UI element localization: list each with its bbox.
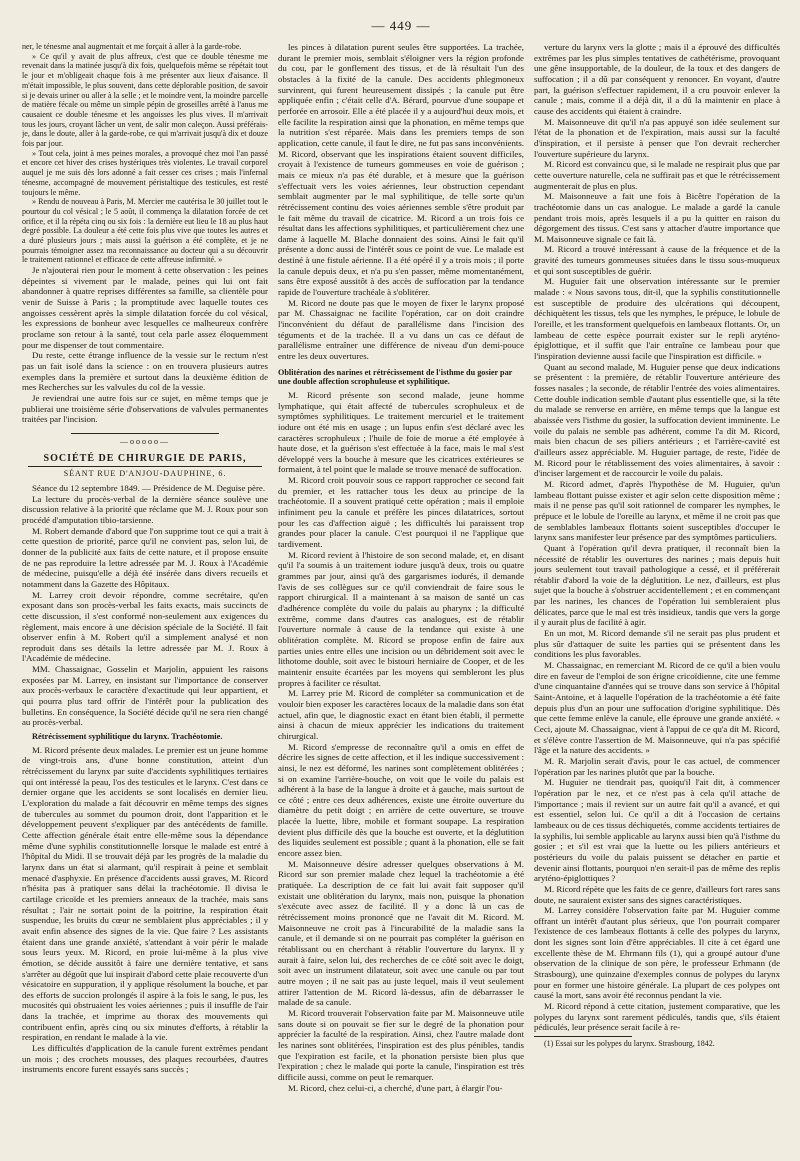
paragraph: M. Maisonneuve a fait une fois à Bicêtre l'opération de la trachéotomie dans un cas analogue. Le malade a gardé la canule pendant trois mois, après lesquels il a pu la quitter en raison du dégorgement des tissus. C'est sans y attacher d'autre importance que M. Maisonneuve signale ce fait là. <box>534 191 780 244</box>
paragraph: M. Ricord, chez celui-ci, a cherché, d'une part, à élargir l'ou- <box>288 1082 503 1093</box>
separator <box>22 433 268 448</box>
paragraph: Je n'ajouterai rien pour le moment à cette observation : les peines dépeintes si vivement par le malade, peines qui lui ont fait abandonner à quatre reprises différentes sa famille, sa clientèle pour venir de Suisse à Paris ; la promptitude avec laquelle toutes ces angoisses cessèrent après la simple dilatation forcée du col vésical, les expressions de bonheur avec lesquelles ce malheureux confrère proclame son retour à la santé, tout cela parle assez éloquemment pour me dispenser de tout commentaire. <box>22 265 268 350</box>
quoted-paragraph: » Ce qu'il y avait de plus affreux, c'est que ce double ténesme me revenait dans la matinée jusqu'à dix fois, quelquefois même se répétait tout le jour et m'obligeait chaque fois à me présenter aux lieux d'aisance. Il m'était impossible, le plus souvent, dans cette déplorable position, de savoir si je devais uriner ou aller à la selle ; et le moindre vent, la moindre parcelle de matière fécale ou même un simple pépin de groseilles arrêté à l'anus me causaient ce double ténesme et les angoisses les plus vives. Il m'arrivait tous les jours, croyant lâcher un vent, de salir mon caleçon. Aussi préférais-je, dans le doute, aller à la garde-robe, ce qui m'arrivait jusqu'à dix et douze fois par jour. <box>22 51 268 149</box>
paragraph: M. Ricord a trouvé intéressant à cause de la fréquence et de la gravité des tumeurs gommeuses situées dans le tissu sous-muqueux et qui sont susceptibles de guérir. <box>534 244 780 276</box>
separator-rule <box>71 433 219 434</box>
paragraph: M. Ricord admet, d'après l'hypothèse de M. Huguier, qu'un lambeau flottant puisse exister et agir selon cette disposition même ; mais il ne pense pas qu'il soit rationnel de comparer les nymphes, le prépuce et le lobule de l'oreille au larynx, et même il ne croit pas que de semblables lambeaux flottants soient susceptibles d'occuper le larynx sans manifester leur présence par des symptômes particuliers. <box>534 478 780 543</box>
page-number: — 449 — <box>371 18 431 33</box>
paragraph: Je reviendrai une autre fois sur ce sujet, en même temps que je publierai une troisième série d'observations de valvules permanentes traitées par l'incision. <box>22 393 268 425</box>
paragraph: M. Ricord est convaincu que, si le malade ne respirait plus que par cette ouverture naturelle, cela ne suffirait pas et que le rétrécissement augmenterait de plus en plus. <box>534 159 780 191</box>
paragraph: M. Ricord présente deux malades. Le premier est un jeune homme de vingt-trois ans, d'une bonne constitution, atteint d'un rétrécissement du larynx par suite d'accidents syphilitiques tertiaires qui ont intéressé la peau, l'os des testicules et le larynx. C'est dans ce dernier organe que les accidents se sont localisés en dernier lieu. L'exploration du malade a fait découvrir en même temps des signes de tubercules au sommet du poumon droit, dont l'apparition et le développement peuvent s'expliquer par des antécédents de famille. Cette affection générale était entre elle-même sous la dépendance même d'une syphilis constitutionnelle lorsque le malade est entré à l'hôpital du Midi. Il se trouvait déjà par les progrès de la maladie du larynx dans un état si alarmant, qu'il respirait à peine et semblait menacé d'asphyxie. En présence d'accidents aussi graves, M. Ricord n'hésita pas à pratiquer sans délai la trachéotomie. Il divisa le cartilage cricoïde et les premiers anneaux de la trachée, mais sans résultat ; l'air ne sortait point de la poitrine, la respiration était suspendue, les bruits du cœur ne semblaient plus appréciables ; il y avait enfin absence des signes de la vie. Que faire ? Les assistants étaient dans une grande anxiété, s'attendant à voir périr le malade sous leurs yeux. M. Ricord, en proie lui-même à la plus vive émotion, se décide aussitôt à faire une dernière tentative, et sans s'arrêter au dégoût que lui inspirait d'abord cette plaie recouverte d'un vésicatoire en suppuration, il y applique résolument la bouche, et par des efforts de succion prolongés il aspire à la fois le sang, le pus, les mucosités qui obstruaient les voies aériennes ; puis il insuffle de l'air dans la trachée, et imprime au thorax des mouvements qui contribuent enfin, après cinq ou six minutes d'efforts, à rétablir la respiration, en rendant le malade à la vie. <box>22 744 268 1043</box>
paragraph: M. Chassaignac, en remerciant M. Ricord de ce qu'il a bien voulu dire en faveur de l'emploi de son érigne cricoïdienne, cite une femme d'une cinquantaine d'années qui se trouve dans son service à l'hôpital Saint-Antoine, et à laquelle l'opération de la trachéotomie a été faite depuis plus d'un an pour une suffocation d'origine syphilitique. Dès que cette femme enlève la canule, elle éprouve une grande anxiété. « Ceci, ajoute M. Chassaignac, vient à l'appui de ce qu'a dit M. Ricord, et s'élève contre l'assertion de M. Maisonneuve, qui n'a pas spécifié l'âge et la nature des accidents. » <box>534 660 780 756</box>
paragraph: M. Robert demande d'abord que l'on supprime tout ce qui a trait à cette question de priorité, parce qu'il ne convient pas, selon lui, de donner de la publicité aux faits de cette nature, et il propose ensuite de ne pas reproduire la lettre adressée par M. J. Roux à l'Académie de médecine, puisqu'elle a déjà été insérée dans divers recueils et notamment dans la Gazette des Hôpitaux. <box>22 525 268 589</box>
section-heading: Rétrécissement syphilitique du larynx. Trachéotomie. <box>32 732 223 742</box>
paragraph: Quant au second malade, M. Huguier pense que deux indications se présentent : la première, de rétablir l'ouverture antérieure des fosses nasales ; la seconde, de rétablir l'entrée des voies alimentaires. Cette double indication semble d'autant plus essentielle que, si la tête du malade se renverse en arrière, en même temps que la langue est abaissée vers l'isthme du gosier, la suffocation devient imminente. Le voile du palais ne semble pas adhérent, comme l'a dit M. Ricord, mais bien chacun de ses piliers antérieurs ; et l'arrière-cavité est d'ailleurs assez appréciable. M. Huguier partage, de reste, l'idée de M. Ricord pour le rétablissement des voies alimentaires, à savoir : d'inciser largement et de raccourcir le voile du palais. <box>534 361 780 479</box>
title-rule <box>28 466 262 467</box>
paragraph: Du reste, cette étrange influence de la vessie sur le rectum n'est pas un fait isolé dans la science : on en trouvera plusieurs autres exemples dans la première et surtout dans la deuxième édition de mes Recherches sur les valvules du col de la vessie. <box>22 350 268 393</box>
paragraph: M. Maisonneuve désire adresser quelques observations à M. Ricord sur son premier malade chez lequel la trachéotomie a été pratiquée. La description de ce fait lui avait fait supposer qu'il existait une oblitération du larynx, mais non, puisque la phonation s'exécute avec assez de facilité. Il y a donc là un cas de rétrécissement moins prononcé que ne l'avait dit M. Ricord. M. Maisonneuve ne croit pas à l'incurabilité de la maladie sans la canule, et il demande si on ne pourrait pas compléter la guérison en rétablissant ou en cherchant à rétablir l'ouverture du larynx. Il y aurait à faire, selon lui, des recherches de ce côté soit avec le doigt, soit avec un instrument dilatateur, soit avec une canule ou par tout autre moyen ; il ne sait pas au juste lequel, mais il veut seulement attirer l'attention de M. Ricord là-dessus, afin de débarrasser le malade de sa canule. <box>278 858 524 1008</box>
paragraph: M. R. Marjolin serait d'avis, pour le cas actuel, de commencer l'opération par les narines plutôt que par la bouche. <box>534 755 780 777</box>
paragraph: M. Ricord s'empresse de reconnaître qu'il a omis en effet de décrire les signes de cette affection, et il les indique successivement : ainsi, le nez est déformé, les narines sont complètement oblitérées ; si on examine l'arrière-bouche, on voit que le voile du palais est adhérent à la base de la langue à droite et à gauche, mais surtout de ce côté ; entre ces deux adhérences, existe une étroite ouverture du diamètre du petit doigt ; en arrière de cette ouverture, se trouve placée la luette, libre, mobile et formant soupape. La respiration devient plus difficile dès que la bouche est ouverte, et la déglutition des liquides seulement est possible ; quant à la phonation, elle se fait encore assez bien. <box>278 741 524 859</box>
column-3 <box>534 42 780 1158</box>
paragraph: M. Ricord répond à cette citation, justement comparative, que les polypes du larynx sont rarement pédiculés, tandis que, s'ils étaient pédiculés, leur présence serait facile à re- <box>534 1001 780 1033</box>
paragraph: Quant à l'opération qu'il devra pratiquer, il reconnaît bien la nécessité de rétablir les ouvertures des narines ; mais depuis huit jours seulement tout travail pathologique a cessé, et il préférerait rétablir d'abord la voie de la déglutition. Le nez, d'ailleurs, est plus sujet que la bouche à s'obstruer accidentellement ; et en commençant par les narines, les chances de l'opération lui sembleraient plus délicates, parce que le mal est très insidieux, tandis que vers la gorge il y aurait plus de facilité à agir. <box>534 542 780 628</box>
paragraph: Les difficultés d'application de la canule furent extrêmes pendant un mois ; des crochets mousses, des plaques recourbées, d'autres instruments encore furent essayés sans succès ; <box>22 1043 268 1075</box>
society-title: SOCIÉTÉ DE CHIRURGIE DE PARIS, <box>43 452 247 464</box>
paragraph: MM. Chassaignac, Gosselin et Marjolin, appuient les raisons exposées par M. Larrey, en insistant sur l'importance de conserver aux procès-verbaux le caractère d'exactitude qui leur appartient, et qui pourra plus tard offrir de l'intérêt pour la publication des bulletins. En conséquence, la Société décide qu'il ne sera rien changé au procès-verbal. <box>22 664 268 728</box>
separator-ornament: —ooooo— <box>120 437 170 447</box>
paragraph: M. Maisonneuve dit qu'il n'a pas appuyé son idée seulement sur l'état de la phonation et de l'expiration, mais aussi sur la faculté d'inspiration, et il persiste à penser que l'on devrait rechercher l'ouverture supérieure du larynx. <box>534 116 780 159</box>
paragraph: M. Huguier fait une observation intéressante sur le premier malade : « Nous savons tous, dit-il, que la syphilis constitutionnelle est susceptible de produire des ulcérations qui découpent, déchiquètent les tissus, tels que les nymphes, le prépuce, le lobule de l'oreille, et les transforment quelquefois en lambeaux flottants. Or, un lambeau de cette espèce pourrait exister sur le repli aryténo-épiglottique, et il suffit que l'air entraîne ce lambeau pour que l'inspiration devienne aussi facile que l'inspiration est difficile. » <box>534 276 780 362</box>
quoted-paragraph: ner, le ténesme anal augmentait et me forçait à aller à la garde-robe. <box>22 42 242 51</box>
paragraph: M. Ricord ne doute pas que le moyen de fixer le larynx proposé par M. Chassaignac ne facilite l'opération, car on doit craindre l'inconvénient du défaut de parallélisme dans l'incision des téguments et de la trachée. Il a vu dans un cas ce défaut de parallélisme entraîner une différence de niveau d'un demi-pouce entre les deux ouvertures. <box>278 297 524 362</box>
paragraph: En un mot, M. Ricord demande s'il ne serait pas plus prudent et plus sûr d'attaquer de suite les parties qui se présentent dans les conditions les plus favorables. <box>534 628 780 660</box>
paragraph: M. Larrey prie M. Ricord de compléter sa communication et de vouloir bien exposer les caractères locaux de la maladie dans son état actuel, afin que, le diagnostic exact en étant bien établi, il permette ainsi à chacun de mieux apprécier les indications du traitement chirurgical. <box>278 688 524 741</box>
paragraph: verture du larynx vers la glotte ; mais il a éprouvé des difficultés extrêmes par les plus simples tentatives de cathétérisme, provoquant une gêne insupportable, de la douleur, de la toux et des dangers de suffocation ; il a dû par conséquent y renoncer. En voyant, d'autre part, la guérison s'effectuer rapidement, il a cru pouvoir enlever la canule ; mais, comme il a déjà dit, il a dû la maintenir en place à cause des accidents qui étaient à craindre. <box>534 42 780 116</box>
paragraph: M. Larrey considère l'observation faite par M. Huguier comme offrant un intérêt d'autant plus sérieux, que l'on pourrait comparer l'existence de ces lambeaux flottants à celle des polypes du larynx, dont les signes sont loin d'être appréciables. Il cite à cet égard une excellente thèse de M. Ehrmann fils (1), qui a groupé autour d'une observation de la clinique de son père, le professeur Erhmann (de Strasbourg), une quinzaine d'exemples connus de polypes du larynx pour en former une histoire générale. La plupart de ces polypes ont causé la mort, sans avoir été reconnus pendant la vie. <box>534 905 780 1001</box>
paragraph: M. Ricord revient à l'histoire de son second malade, et, en disant qu'il l'a soumis à un traitement iodure jusqu'à deux, trois ou quatre grammes par jour, ainsi qu'à des gargarismes iodurés, il demande l'avis de ses collègues sur ce qu'il conviendrait de faire sous le rapport chirurgical. Il a maintenant à sa maison de santé un cas d'adhérence complète du voile du palais au pharynx ; la difficulté extrême, comme dans d'autres cas analogues, est de rétablir l'ouverture normale à cause de la tendance qui existe à une oblitération complète. M. Ricord se propose enfin de faire aux parties unies entre elles une incision ou un débridement soit avec le lithotome double, soit avec le bistouri herniaire de Cooper, et de les maintenir ensuite écartées par les moyens qui sembleront les plus propres à faciliter ce résultat. <box>278 549 524 688</box>
seance-line: Séance du 12 septembre 1849. — Présidence de M. Deguise père. <box>32 482 266 493</box>
paragraph: M. Ricord répète que les faits de ce genre, d'ailleurs fort rares sans doute, ne sauraient exister sans des signes caractéristiques. <box>534 883 780 905</box>
section-heading: Oblitération des narines et rétrécissement de l'isthme du gosier par une double affection scrophuleuse et syphilitique. <box>278 367 513 387</box>
quoted-paragraph: » Rendu de nouveau à Paris, M. Mercier me cautérisa le 30 juillet tout le pourtour du col vésical ; le 5 août, il commença la dilatation forcée de cet orifice, et il la répéta cinq ou six fois : la dernière eut lieu le 18 au plus haut degré possible. La douleur a été cette fois plus vive que toutes les autres et a duré plusieurs jours ; mais aussi la guérison a été complète, et je ne pourrais témoigner assez ma reconnaissance au docteur qui a su découvrir le traitement rationnel et efficace de cette affreuse infirmité. » <box>22 197 268 265</box>
footnote: (1) Essai sur les polypes du larynx. Strasbourg, 1842. <box>544 1039 715 1049</box>
paragraph: La lecture du procès-verbal de la dernière séance soulève une discussion relative à la priorité que réclame que M. J. Roux pour son procédé d'amputation tibio-tarsienne. <box>22 493 268 525</box>
paragraph: M. Ricord trouverait l'observation faite par M. Maisonneuve utile sans doute si on pouvait se fier sur le degré de la phonation pour apprécier la faculté de la respiration. Ainsi, chez l'autre malade dont les narines sont oblitérées, l'inspiration est des plus pénibles, tandis que l'expiration est facile, et la phonation persiste bien plus que l'expiration ; chez le malade qui porte la canule, l'inspiration est très difficile aussi, comme on peut le remarquer. <box>278 1007 524 1082</box>
paragraph: M. Larrey croit devoir répondre, comme secrétaire, qu'en exposant dans son procès-verbal les faits exacts, mais succincts de cette discussion, il s'est conformé non-seulement aux exigences du règlement, mais encore à une décision spéciale de la Société. Il fait observer enfin à M. Robert qu'il a simplement analysé et non reproduit dans ses détails la lettre adressée par M. J. Roux à l'Académie de médecine. <box>22 589 268 664</box>
column-2 <box>278 42 524 1158</box>
paragraph: les pinces à dilatation purent seules être supportées. La trachée, durant le premier mois, semblait s'éloigner vers la région profonde du cou, par le gonflement des tissus, et de là résultait l'un des obstacles à la fixité de la canule. Des accidents phlegmoneux survinrent, qui furent heureusement dissipés ; la canule put être appliquée enfin ; c'était celle d'A. Bérard, pourvue d'une soupape et perforée en arrosoir. Elle a été placée il y a aujourd'hui deux mois, et elle facilite la respiration ainsi que la phonation, en même temps que la nutrition s'est réparée. Mais dans les premiers temps de son application, cette canule, il faut le dire, ne fut pas sans inconvénients. M. Ricord, observant que les inspirations étaient souvent difficiles, croyait à l'existence de tumeurs gommeuses en voie de guérison ; mais ce mieux n'a pas été durable, et à mesure que la guérison s'effectuait vers les voies aériennes, leur obstruction cependant semblait augmenter par le mal syphilitique, de telle sorte qu'un rétrécissement continu des voies aériennes semble s'être produit par le fait même du travail de cicatrice. M. Ricord a un trois fois ce résultat dans les affections syphilitiques, et particulièrement chez une dame à laquelle M. Blache donnaient des soins. Ainsi le fait qu'il présente a donc aussi de l'intérêt sous ce point de vue. Le malade est destiné à une fistule aérienne. Il a été opéré il y a trois mois ; il porte la canule depuis deux, et n'a pu s'en passer, même momentanément, sans être exposé aussitôt à des accès de suffocation par la tendance rapide de l'ouverture trachéale à s'oblitérer. <box>278 42 524 298</box>
society-address: SÉANT RUE D'ANJOU-DAUPHINE, 6. <box>63 469 227 479</box>
paragraph: M. Ricord présente son second malade, jeune homme lymphatique, qui était affecté de tubercules scrophuleux et de symptômes syphilitiques. Le traitement mercuriel et le traitement iodure ont été mis en usage ; un lupus enfin s'est déclaré avec les caractères scrophuleux ; l'huile de foie de morue a été employée à haute dose, et la guérison s'est effectuée à la face, mais le mal s'est développé vers la bouche à mesure que les cicatrices extérieures se formaient, à tel point que le malade se trouve menacé de suffocation. <box>278 389 524 475</box>
quoted-paragraph: » Tout cela, joint à mes peines morales, a provoqué chez moi l'an passé et encore cet hiver des crises hystériques très violentes. Le travail corporel auquel je me suis dès lors adonné a fait cesser ces crises ; mais l'infernal ténesme, accompagné de mouvement péristaltique des testicules, est resté toujours le même. <box>22 148 268 197</box>
columns <box>22 42 780 1158</box>
column-1 <box>22 42 268 1158</box>
footnote-rule <box>534 1036 632 1037</box>
paragraph: M. Huguier ne tiendrait pas, quoiqu'il l'ait dit, à commencer l'opération par le nez, et ce n'est pas à cela qu'il attache de l'importance ; mais il revient sur un autre fait qu'il a avancé, et qui est essentiel, selon lui. Ce qu'il a dit à l'occasion de certains lambeaux ou de ces tissus déchiquetés, comme accidents tertiaires de la syphilis, lui semble applicable au larynx aussi bien qu'à l'isthme du gosier ; et s'il est vrai que la luette ou les piliers antérieurs et postérieurs du voile du palais puissent se détacher en partie et devenir ainsi flottants, pourquoi n'en serait-il pas de même des replis aryténo-épiglottiques ? <box>534 777 780 884</box>
paragraph: M. Ricord croit pouvoir sous ce rapport rapprocher ce second fait du premier, et les rattacher tous les deux au principe de la trachéotomie. Il a souvent pratiqué cette opération ; mais il emploie infiniment peu la canule et préfère les pinces dilatatrices, sortout pour les cas d'affection aiguë ; les difficultés lui paraissent trop grandes pour placer la canule. C'est pourquoi il ne l'applique que tardivement. <box>278 475 524 550</box>
